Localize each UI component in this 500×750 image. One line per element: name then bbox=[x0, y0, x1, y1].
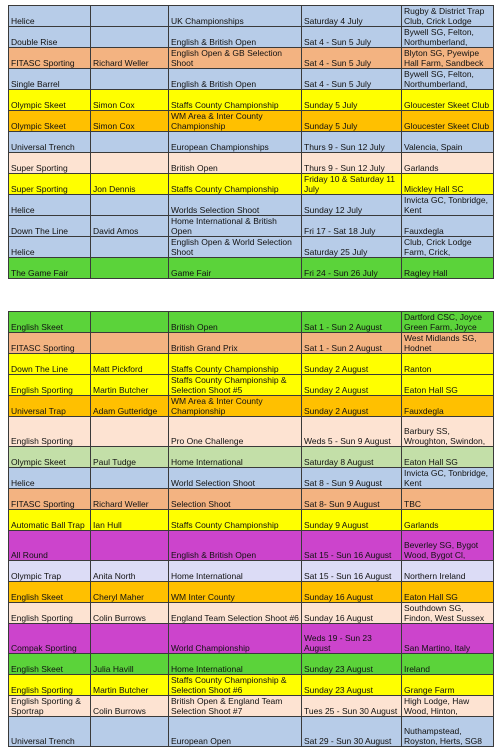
date-cell: Sunday 2 August bbox=[302, 354, 402, 375]
event-row bbox=[9, 48, 494, 69]
venue-cell: Beverley SG, Bygot Wood, Bygot Cl, bbox=[402, 531, 494, 561]
discipline-cell: Helice bbox=[9, 195, 91, 216]
date-cell: Saturday 4 July bbox=[302, 6, 402, 27]
july-events-table bbox=[8, 5, 494, 279]
contact-cell: Colin Burrows bbox=[91, 696, 169, 717]
date-cell: Sunday 5 July bbox=[302, 111, 402, 132]
venue-cell: Eaton Hall SG bbox=[402, 447, 494, 468]
contact-cell bbox=[91, 417, 169, 447]
discipline-cell: Olympic Skeet bbox=[9, 447, 91, 468]
event-row bbox=[9, 531, 494, 561]
event-row bbox=[9, 90, 494, 111]
contact-cell bbox=[91, 27, 169, 48]
event-row bbox=[9, 417, 494, 447]
discipline-cell: English Sporting bbox=[9, 675, 91, 696]
discipline-cell: Helice bbox=[9, 237, 91, 258]
contact-cell: Martin Butcher bbox=[91, 375, 169, 396]
discipline-cell: FITASC Sporting bbox=[9, 48, 91, 69]
contact-cell bbox=[91, 717, 169, 747]
event-row bbox=[9, 603, 494, 624]
contact-cell bbox=[91, 6, 169, 27]
venue-cell: Dartford CSC, Joyce Green Farm, Joyce bbox=[402, 312, 494, 333]
venue-cell: Northern Ireland bbox=[402, 561, 494, 582]
date-cell: Tues 25 - Sun 30 August bbox=[302, 696, 402, 717]
discipline-cell: The Game Fair bbox=[9, 258, 91, 279]
date-cell: Friday 10 & Saturday 11 July bbox=[302, 174, 402, 195]
discipline-cell: Olympic Skeet bbox=[9, 111, 91, 132]
discipline-cell: FITASC Sporting bbox=[9, 333, 91, 354]
venue-cell: Club, Crick Lodge Farm, Crick, bbox=[402, 237, 494, 258]
contact-cell: David Amos bbox=[91, 216, 169, 237]
event-cell: Staffs County Championship & Selection Shoot #5 bbox=[169, 375, 302, 396]
venue-cell: High Lodge, Haw Wood, Hinton, bbox=[402, 696, 494, 717]
discipline-cell: All Round bbox=[9, 531, 91, 561]
event-row bbox=[9, 195, 494, 216]
venue-cell: Rugby & District Trap Club, Crick Lodge bbox=[402, 6, 494, 27]
venue-cell: Invicta GC, Tonbridge, Kent bbox=[402, 195, 494, 216]
event-row bbox=[9, 717, 494, 747]
discipline-cell: English Skeet bbox=[9, 312, 91, 333]
event-row bbox=[9, 6, 494, 27]
event-cell: Game Fair bbox=[169, 258, 302, 279]
event-cell: English Open & GB Selection Shoot bbox=[169, 48, 302, 69]
date-cell: Sunday 2 August bbox=[302, 375, 402, 396]
venue-cell: Bywell SG, Felton, Northumberland, bbox=[402, 27, 494, 48]
venue-cell: Eaton Hall SG bbox=[402, 582, 494, 603]
discipline-cell: Down The Line bbox=[9, 216, 91, 237]
discipline-cell: Universal Trap bbox=[9, 396, 91, 417]
event-cell: English Open & World Selection Shoot bbox=[169, 237, 302, 258]
discipline-cell: Automatic Ball Trap bbox=[9, 510, 91, 531]
venue-cell: Invicta GC, Tonbridge, Kent bbox=[402, 468, 494, 489]
event-row bbox=[9, 696, 494, 717]
venue-cell: Valencia, Spain bbox=[402, 132, 494, 153]
date-cell: Sat 29 - Sun 30 August bbox=[302, 717, 402, 747]
event-cell: British Open bbox=[169, 312, 302, 333]
date-cell: Sunday 23 August bbox=[302, 654, 402, 675]
venue-cell: San Martino, Italy bbox=[402, 624, 494, 654]
event-cell: Home International & British Open bbox=[169, 216, 302, 237]
event-row bbox=[9, 312, 494, 333]
date-cell: Sat 8 - Sun 9 August bbox=[302, 468, 402, 489]
event-cell: Selection Shoot bbox=[169, 489, 302, 510]
discipline-cell: Double Rise bbox=[9, 27, 91, 48]
discipline-cell: Universal Trench bbox=[9, 132, 91, 153]
event-cell: Home International bbox=[169, 447, 302, 468]
contact-cell: Simon Cox bbox=[91, 111, 169, 132]
event-row bbox=[9, 258, 494, 279]
event-row bbox=[9, 489, 494, 510]
date-cell: Sat 4 - Sun 5 July bbox=[302, 69, 402, 90]
date-cell: Sunday 9 August bbox=[302, 510, 402, 531]
event-cell: English & British Open bbox=[169, 531, 302, 561]
contact-cell: Anita North bbox=[91, 561, 169, 582]
event-row bbox=[9, 237, 494, 258]
event-row bbox=[9, 447, 494, 468]
event-row bbox=[9, 216, 494, 237]
event-cell: European Open bbox=[169, 717, 302, 747]
venue-cell: Nuthampstead, Royston, Herts, SG8 bbox=[402, 717, 494, 747]
discipline-cell: FITASC Sporting bbox=[9, 489, 91, 510]
event-cell: British Open & England Team Selection Shoot #7 bbox=[169, 696, 302, 717]
event-cell: Staffs County Championship bbox=[169, 354, 302, 375]
venue-cell: Barbury SS, Wroughton, Swindon, bbox=[402, 417, 494, 447]
venue-cell: Gloucester Skeet Club bbox=[402, 111, 494, 132]
contact-cell: Martin Butcher bbox=[91, 675, 169, 696]
contact-cell bbox=[91, 132, 169, 153]
date-cell: Sunday 16 August bbox=[302, 582, 402, 603]
event-cell: Staffs County Championship bbox=[169, 510, 302, 531]
contact-cell: Colin Burrows bbox=[91, 603, 169, 624]
date-cell: Fri 24 - Sun 26 July bbox=[302, 258, 402, 279]
event-row bbox=[9, 561, 494, 582]
discipline-cell: Helice bbox=[9, 6, 91, 27]
contact-cell bbox=[91, 312, 169, 333]
event-row bbox=[9, 174, 494, 195]
date-cell: Sat 1 - Sun 2 August bbox=[302, 333, 402, 354]
event-cell: WM Inter County bbox=[169, 582, 302, 603]
discipline-cell: English Sporting bbox=[9, 375, 91, 396]
venue-cell: TBC bbox=[402, 489, 494, 510]
date-cell: Weds 19 - Sun 23 August bbox=[302, 624, 402, 654]
event-cell: Home International bbox=[169, 654, 302, 675]
discipline-cell: Helice bbox=[9, 468, 91, 489]
contact-cell bbox=[91, 153, 169, 174]
event-cell: English & British Open bbox=[169, 27, 302, 48]
venue-cell: Gloucester Skeet Club bbox=[402, 90, 494, 111]
date-cell: Sat 15 - Sun 16 August bbox=[302, 531, 402, 561]
date-cell: Thurs 9 - Sun 12 July bbox=[302, 132, 402, 153]
discipline-cell: Universal Trench bbox=[9, 717, 91, 747]
event-cell: UK Championships bbox=[169, 6, 302, 27]
discipline-cell: Super Sporting bbox=[9, 174, 91, 195]
date-cell: Sunday 5 July bbox=[302, 90, 402, 111]
contact-cell: Julia Havill bbox=[91, 654, 169, 675]
event-cell: Staffs County Championship & Selection Shoot #6 bbox=[169, 675, 302, 696]
event-cell: World Selection Shoot bbox=[169, 468, 302, 489]
date-cell: Weds 5 - Sun 9 August bbox=[302, 417, 402, 447]
contact-cell: Cheryl Maher bbox=[91, 582, 169, 603]
date-cell: Sunday 2 August bbox=[302, 396, 402, 417]
event-cell: England Team Selection Shoot #6 bbox=[169, 603, 302, 624]
event-cell: English & British Open bbox=[169, 69, 302, 90]
date-cell: Sunday 23 August bbox=[302, 675, 402, 696]
discipline-cell: Olympic Trap bbox=[9, 561, 91, 582]
event-row bbox=[9, 153, 494, 174]
date-cell: Sat 1 - Sun 2 August bbox=[302, 312, 402, 333]
event-row bbox=[9, 582, 494, 603]
date-cell: Thurs 9 - Sun 12 July bbox=[302, 153, 402, 174]
venue-cell: Grange Farm bbox=[402, 675, 494, 696]
date-cell: Fri 17 - Sat 18 July bbox=[302, 216, 402, 237]
date-cell: Sat 15 - Sun 16 August bbox=[302, 561, 402, 582]
venue-cell: Blyton SG, Pyewipe Hall Farm, Sandbeck bbox=[402, 48, 494, 69]
contact-cell bbox=[91, 237, 169, 258]
contact-cell: Ian Hull bbox=[91, 510, 169, 531]
event-row bbox=[9, 396, 494, 417]
event-cell: European Championships bbox=[169, 132, 302, 153]
event-row bbox=[9, 27, 494, 48]
venue-cell: Eaton Hall SG bbox=[402, 375, 494, 396]
event-cell: British Grand Prix bbox=[169, 333, 302, 354]
venue-cell: Bywell SG, Felton, Northumberland, bbox=[402, 69, 494, 90]
august-events-table bbox=[8, 311, 494, 747]
contact-cell bbox=[91, 195, 169, 216]
event-row bbox=[9, 333, 494, 354]
contact-cell bbox=[91, 468, 169, 489]
contact-cell: Richard Weller bbox=[91, 489, 169, 510]
event-cell: World Championship bbox=[169, 624, 302, 654]
contact-cell: Simon Cox bbox=[91, 90, 169, 111]
event-cell: British Open bbox=[169, 153, 302, 174]
date-cell: Sunday 12 July bbox=[302, 195, 402, 216]
event-row bbox=[9, 510, 494, 531]
venue-cell: Ranton bbox=[402, 354, 494, 375]
contact-cell bbox=[91, 258, 169, 279]
event-cell: Worlds Selection Shoot bbox=[169, 195, 302, 216]
event-row bbox=[9, 654, 494, 675]
discipline-cell: Olympic Skeet bbox=[9, 90, 91, 111]
date-cell: Sat 4 - Sun 5 July bbox=[302, 48, 402, 69]
event-cell: Staffs County Championship bbox=[169, 174, 302, 195]
contact-cell bbox=[91, 531, 169, 561]
event-row bbox=[9, 132, 494, 153]
venue-cell: Ragley Hall bbox=[402, 258, 494, 279]
contact-cell bbox=[91, 69, 169, 90]
date-cell: Sat 8- Sun 9 August bbox=[302, 489, 402, 510]
discipline-cell: Compak Sporting bbox=[9, 624, 91, 654]
date-cell: Saturday 25 July bbox=[302, 237, 402, 258]
august-events-body bbox=[9, 312, 494, 747]
contact-cell: Adam Gutteridge bbox=[91, 396, 169, 417]
contact-cell: Matt Pickford bbox=[91, 354, 169, 375]
event-row bbox=[9, 69, 494, 90]
event-row bbox=[9, 354, 494, 375]
event-row bbox=[9, 675, 494, 696]
contact-cell: Jon Dennis bbox=[91, 174, 169, 195]
date-cell: Saturday 8 August bbox=[302, 447, 402, 468]
discipline-cell: English Skeet bbox=[9, 654, 91, 675]
event-row bbox=[9, 624, 494, 654]
venue-cell: Garlands bbox=[402, 153, 494, 174]
venue-cell: Mickley Hall SC bbox=[402, 174, 494, 195]
discipline-cell: Single Barrel bbox=[9, 69, 91, 90]
event-row bbox=[9, 111, 494, 132]
venue-cell: Fauxdegla bbox=[402, 396, 494, 417]
event-cell: WM Area & Inter County Championship bbox=[169, 396, 302, 417]
date-cell: Sat 4 - Sun 5 July bbox=[302, 27, 402, 48]
event-row bbox=[9, 468, 494, 489]
discipline-cell: Down The Line bbox=[9, 354, 91, 375]
date-cell: Sunday 16 August bbox=[302, 603, 402, 624]
event-cell: Staffs County Championship bbox=[169, 90, 302, 111]
discipline-cell: English Sporting bbox=[9, 417, 91, 447]
discipline-cell: English Skeet bbox=[9, 582, 91, 603]
july-events-body bbox=[9, 6, 494, 279]
venue-cell: Ireland bbox=[402, 654, 494, 675]
contact-cell bbox=[91, 624, 169, 654]
venue-cell: Garlands bbox=[402, 510, 494, 531]
contact-cell: Paul Tudge bbox=[91, 447, 169, 468]
event-cell: WM Area & Inter County Championship bbox=[169, 111, 302, 132]
venue-cell: West Midlands SG, Hodnet bbox=[402, 333, 494, 354]
event-row bbox=[9, 375, 494, 396]
discipline-cell: Super Sporting bbox=[9, 153, 91, 174]
discipline-cell: English Sporting bbox=[9, 603, 91, 624]
contact-cell: Richard Weller bbox=[91, 48, 169, 69]
event-cell: Pro One Challenge bbox=[169, 417, 302, 447]
discipline-cell: English Sporting & Sportrap bbox=[9, 696, 91, 717]
venue-cell: Fauxdegla bbox=[402, 216, 494, 237]
venue-cell: Southdown SG, Findon, West Sussex bbox=[402, 603, 494, 624]
event-cell: Home International bbox=[169, 561, 302, 582]
contact-cell bbox=[91, 333, 169, 354]
